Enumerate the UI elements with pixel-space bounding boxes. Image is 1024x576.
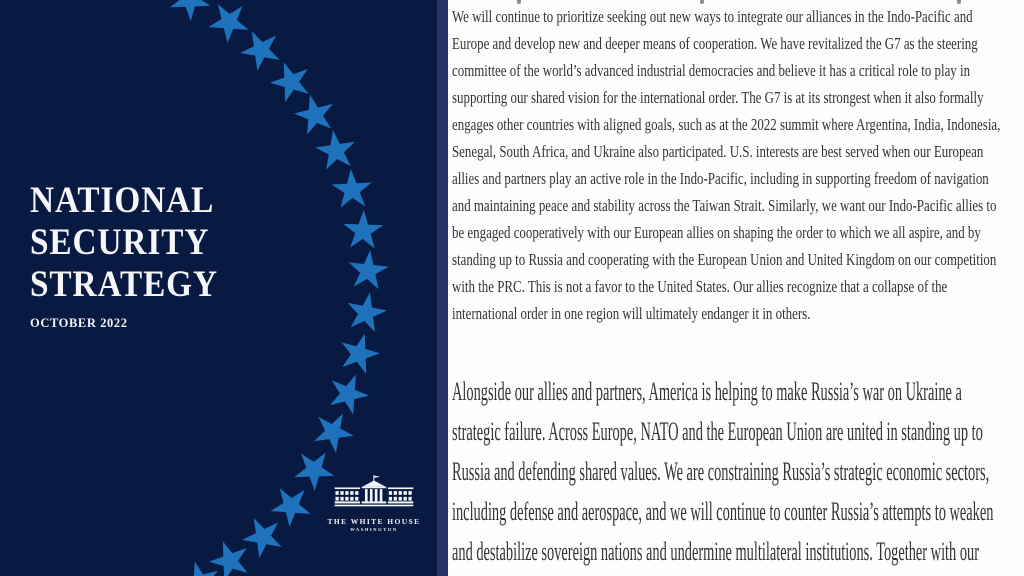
report-cover-panel	[0, 0, 437, 576]
logo-title: THE WHITE HOUSE	[327, 517, 421, 526]
paragraph-alliances: We will continue to prioritize seeking out new ways to integrate our alliances in the Indo-Pacific and Europe and develop new and deeper means of cooperation. We have revitalized the G7 as the steering committee of the world’s advanced industrial democracies and believe it has a critical role to play in supporting our shared vision for the international order. The G7 is at its strongest when it also formally engages other countries with aligned goals, such as at the 2022 summit where Argentina, India, Indonesia, Senegal, South Africa, and Ukraine also participated. U.S. interests are best served when our European allies and partners play an active role in the Indo-Pacific, including in supporting freedom of navigation and maintaining peace and stability across the Taiwan Strait. Similarly, we want our Indo-Pacific allies to be engaged cooperatively with our European allies on shaping the order to which we all aspire, and by standing up to Russia and cooperating with the European Union and United Kingdom on our competition with the PRC. This is not a favor to the United States. Our allies recognize that a collapse of the international order in one region will ultimately endanger it in others.	[452, 7, 1001, 323]
page-left-border	[437, 0, 448, 576]
report-title	[30, 180, 218, 306]
report-date: OCTOBER 2022	[30, 316, 128, 330]
paragraph-russia-ukraine: Alongside our allies and partners, America is helping to make Russia’s war on Ukraine a strategic failure. Across Europe, NATO and the European Union are united in standing up to Russia and defending shared values. We are constraining Russia’s strategic economic sectors, including defense and aerospace, and we will continue to counter Russia’s attempts to weaken and destabilize sovereign nations and undermine multilateral institutions. Together with our	[452, 377, 994, 566]
white-house-seal	[322, 474, 426, 532]
star-icon	[340, 208, 386, 254]
star-icon	[329, 167, 375, 213]
logo-subtitle: WASHINGTON	[350, 527, 398, 532]
report-title-line-2: SECURITY	[30, 222, 210, 263]
white-house-icon	[333, 474, 415, 514]
document-page	[448, 0, 1024, 576]
report-title-line-1: NATIONAL	[30, 180, 215, 221]
report-title-line-3: STRATEGY	[30, 264, 218, 305]
